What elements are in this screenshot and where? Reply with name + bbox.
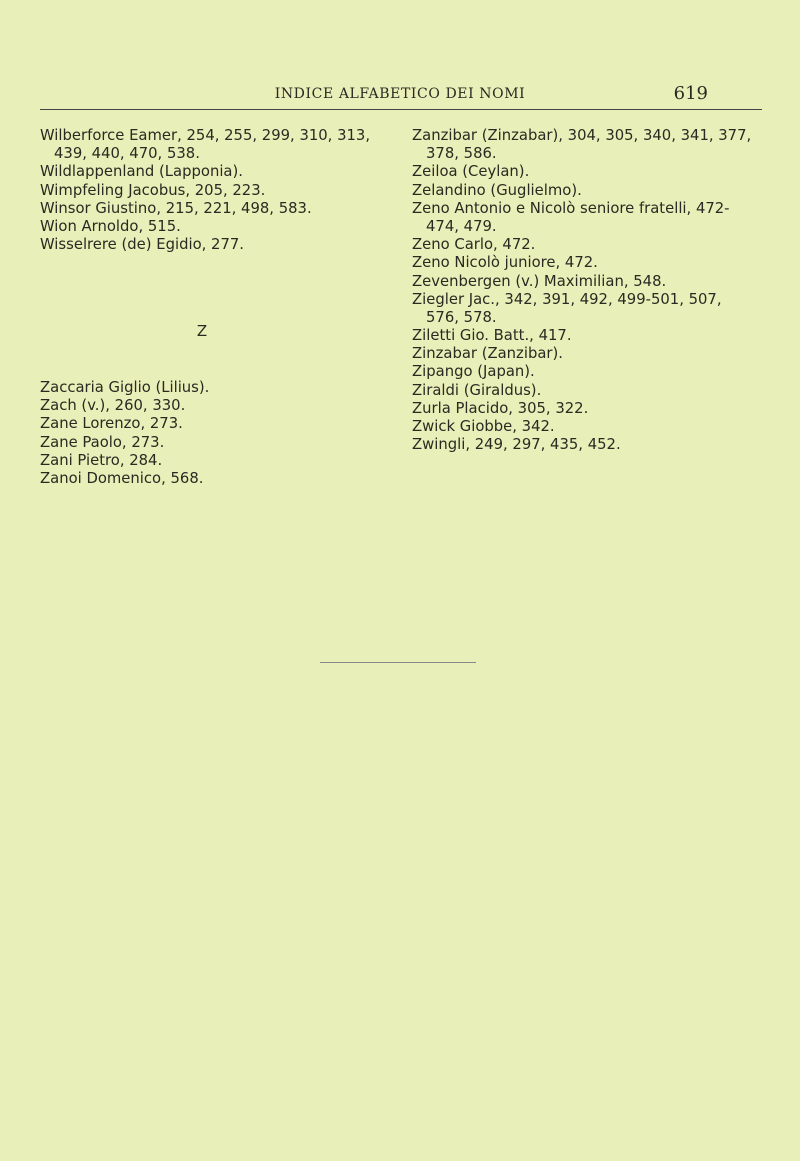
- index-entry: Zinzabar (Zanzibar).: [412, 345, 563, 363]
- index-entry: Zeno Nicolò juniore, 472.: [412, 254, 598, 272]
- index-entry: Zwingli, 249, 297, 435, 452.: [412, 436, 621, 454]
- left-column-z-entries: [40, 379, 400, 488]
- index-entry: Zane Lorenzo, 273.: [40, 415, 183, 433]
- index-entry: Wilberforce Eamer, 254, 255, 299, 310, 313,: [40, 127, 371, 144]
- index-entry: Wion Arnoldo, 515.: [40, 217, 181, 235]
- index-entry: Zaccaria Giglio (Lilius).: [40, 379, 210, 396]
- index-entry-continuation: 576, 578.: [426, 308, 497, 326]
- running-title: INDICE ALFABETICO DEI NOMI: [274, 86, 526, 102]
- left-column-w-entries: [40, 127, 400, 254]
- index-entry: Ziegler Jac., 342, 391, 492, 499-501, 507,: [412, 290, 722, 308]
- index-entry: Wildlappenland (Lapponia).: [40, 163, 243, 181]
- index-entry: Zurla Placido, 305, 322.: [412, 399, 589, 417]
- index-entry: Zeiloa (Ceylan).: [412, 163, 530, 181]
- index-entry: Zwick Giobbe, 342.: [412, 418, 555, 435]
- page-number: 619: [673, 83, 708, 104]
- index-entry: Zipango (Japan).: [412, 363, 535, 381]
- index-entry: Wisselrere (de) Egidio, 277.: [40, 236, 244, 254]
- index-entry: Zevenbergen (v.) Maximilian, 548.: [412, 272, 667, 290]
- page-header: [0, 83, 800, 110]
- index-entry: Zach (v.), 260, 330.: [40, 397, 186, 415]
- index-entry-continuation: 439, 440, 470, 538.: [54, 145, 200, 163]
- index-entry-continuation: 474, 479.: [426, 217, 497, 235]
- header-rule: [40, 109, 762, 110]
- index-entry: Zanoi Domenico, 568.: [40, 469, 204, 487]
- index-entry: Ziraldi (Giraldus).: [412, 381, 542, 399]
- index-entry: Zane Paolo, 273.: [40, 433, 165, 451]
- index-entry: Ziletti Gio. Batt., 417.: [412, 327, 572, 345]
- index-entry: Zani Pietro, 284.: [40, 451, 163, 469]
- index-entry: Zeno Carlo, 472.: [412, 236, 536, 254]
- index-entry: Zelandino (Guglielmo).: [412, 181, 582, 199]
- section-letter-heading: Z: [196, 322, 208, 340]
- end-rule: [320, 662, 476, 663]
- index-entry: Wimpfeling Jacobus, 205, 223.: [40, 181, 266, 199]
- right-column-entries: [412, 127, 772, 454]
- index-entry: Winsor Giustino, 215, 221, 498, 583.: [40, 199, 312, 217]
- index-entry: Zeno Antonio e Nicolò seniore fratelli, 472-: [412, 199, 730, 217]
- index-entry-continuation: 378, 586.: [426, 145, 497, 163]
- index-entry: Zanzibar (Zinzabar), 304, 305, 340, 341, 377,: [412, 127, 752, 144]
